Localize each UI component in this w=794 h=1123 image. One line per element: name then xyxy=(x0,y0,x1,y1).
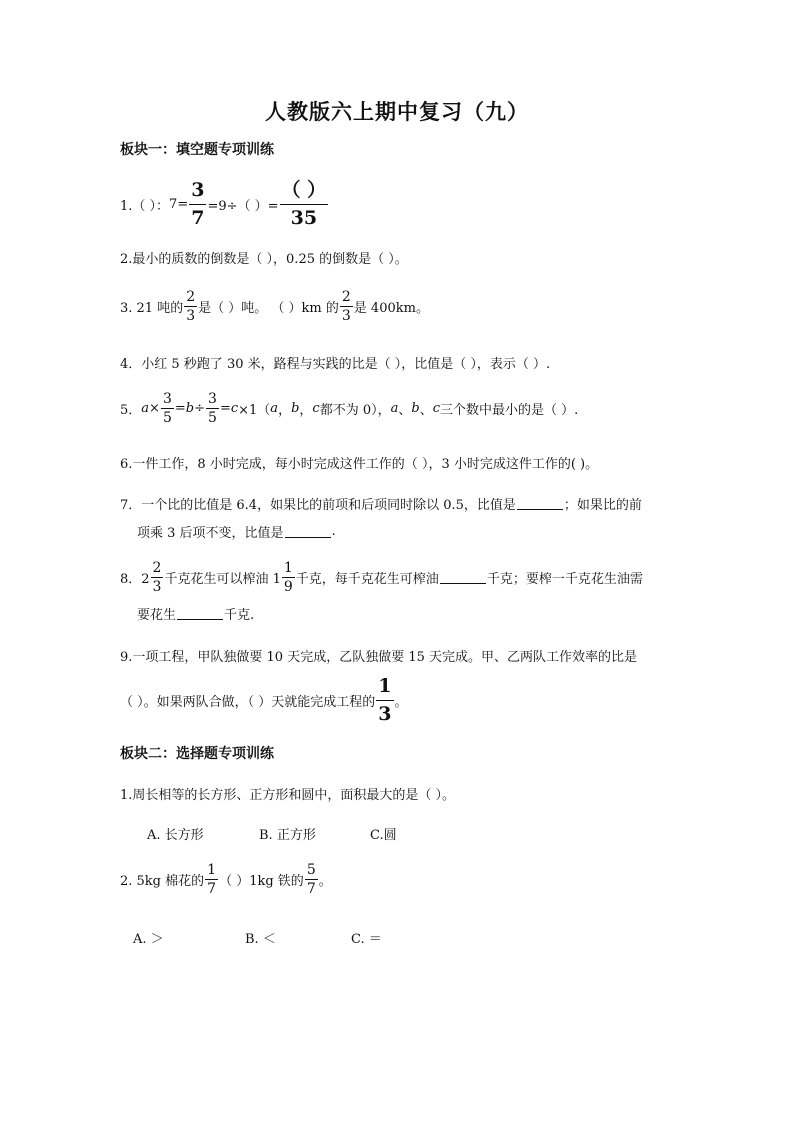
q5-fraction-1 xyxy=(161,392,174,425)
q5-f1-den: 5 xyxy=(162,410,172,426)
question-3 xyxy=(120,290,429,323)
answer-blank[interactable] xyxy=(517,497,563,510)
q3-f1-num: 2 xyxy=(186,289,196,305)
q9-f1-den: 3 xyxy=(378,703,392,725)
c2-text-1: 2. 5kg 棉花的 xyxy=(120,874,205,889)
q8-fraction-2 xyxy=(282,561,295,594)
choice-2-option-a[interactable]: A. ＞ xyxy=(133,932,164,947)
q3-f1-den: 3 xyxy=(186,308,196,324)
q8-text-1: 8．2 xyxy=(120,572,150,587)
question-8-line-2 xyxy=(137,604,254,623)
q5-var-c2: c xyxy=(312,401,320,416)
q5-var-a3: a xyxy=(390,401,399,416)
q5-text-1: 5． xyxy=(120,403,142,418)
c2-fraction-2 xyxy=(305,863,318,896)
q9-fraction xyxy=(376,677,393,724)
page-title: 人教版六上期中复习（九） xyxy=(265,99,529,124)
q7-text-4: . xyxy=(331,524,336,539)
q1-fraction-1 xyxy=(189,181,206,228)
q5-text-10: 、 xyxy=(398,403,412,418)
q7-text-2: ；如果比的前 xyxy=(563,498,642,513)
question-7-line-2 xyxy=(137,522,336,541)
q1-fraction-2 xyxy=(280,181,329,228)
c2-f1-den: 7 xyxy=(207,881,217,897)
question-4: 4．小红 5 秒跑了 30 米，路程与实践的比是（ ），比值是（ ），表示（ ）. xyxy=(120,357,551,372)
q3-text-3: 是 400km。 xyxy=(353,301,429,316)
q8-f2-den: 9 xyxy=(283,579,293,595)
answer-blank[interactable] xyxy=(177,607,223,620)
question-1 xyxy=(120,181,329,228)
question-9-line-1: 9.一项工程，甲队独做要 10 天完成，乙队独做要 15 天完成。甲、乙两队工作效率的比是 xyxy=(120,650,638,665)
q9-text-1: （ ）。如果两队合做，（ ）天就能完成工程的 xyxy=(120,695,376,710)
c2-text-3: 。 xyxy=(318,874,332,889)
q5-text-3: = xyxy=(174,401,186,416)
answer-blank[interactable] xyxy=(440,571,486,584)
section-choice-heading: 板块二：选择题专项训练 xyxy=(120,746,274,762)
q1-text-1: 1.（ ）： xyxy=(120,199,170,214)
question-5 xyxy=(120,392,578,425)
choice-1-option-b[interactable]: B. 正方形 xyxy=(259,828,316,843)
q8-f1-num: 2 xyxy=(152,560,162,576)
q8-text-3: 千克，每千克花生可榨油 xyxy=(295,572,439,587)
q3-fraction-1 xyxy=(184,290,197,323)
question-8-line-1 xyxy=(120,561,643,594)
q5-var-c: c xyxy=(230,401,239,416)
c2-fraction-1 xyxy=(205,863,218,896)
q7-text-1: 7．一个比的比值是 6.4，如果比的前项和后项同时除以 0.5，比值是 xyxy=(120,498,516,513)
q3-f2-den: 3 xyxy=(341,308,351,324)
q5-text-9: 都不为 0）， xyxy=(319,403,391,418)
q5-text-6: ×1（ xyxy=(238,403,271,418)
q8-text-4: 千克；要榨一千克花生油需 xyxy=(486,572,643,587)
q5-f2-num: 3 xyxy=(208,391,217,407)
choice-2-option-c[interactable]: C. ＝ xyxy=(351,932,382,947)
q7-text-3: 项乘 3 后项不变，比值是 xyxy=(137,526,284,541)
section-fill-blank-heading: 板块一：填空题专项训练 xyxy=(120,142,274,158)
q8-f1-den: 3 xyxy=(152,579,162,595)
question-7-line-1 xyxy=(120,494,642,513)
choice-2-option-b[interactable]: B. ＜ xyxy=(245,932,276,947)
q5-var-a: a xyxy=(141,401,150,416)
q5-text-4: ÷ xyxy=(194,401,206,416)
q5-var-b2: b xyxy=(291,401,300,416)
c2-f2-den: 7 xyxy=(306,881,316,897)
q1-f2-den: 35 xyxy=(290,207,318,229)
choice-1-option-a[interactable]: A. 长方形 xyxy=(147,828,204,843)
q5-fraction-2 xyxy=(206,392,219,425)
c2-f1-num: 1 xyxy=(207,862,217,878)
q5-text-8: ， xyxy=(299,403,313,418)
q3-f2-num: 2 xyxy=(341,289,351,305)
question-9-line-2 xyxy=(120,677,408,724)
q8-text-2: 千克花生可以榨油 1 xyxy=(164,572,281,587)
c2-f2-num: 5 xyxy=(306,862,316,878)
q8-text-5: 要花生 xyxy=(137,608,177,623)
q8-text-6: 千克. xyxy=(224,608,255,623)
q5-var-b3: b xyxy=(411,401,420,416)
q3-text-1: 3. 21 吨的 xyxy=(120,301,184,316)
q5-f1-num: 3 xyxy=(162,391,172,407)
choice-1-option-c[interactable]: C.圆 xyxy=(370,828,397,843)
q5-text-12: 三个数中最小的是（ ）. xyxy=(440,403,579,418)
q5-var-c3: c xyxy=(432,401,441,416)
q9-f1-num: 1 xyxy=(376,677,393,701)
q5-text-7: ， xyxy=(278,403,292,418)
q5-var-a2: a xyxy=(270,401,279,416)
q1-text-2: 7= xyxy=(169,197,189,212)
q8-fraction-1 xyxy=(151,561,164,594)
choice-question-2 xyxy=(120,863,332,896)
q3-text-2: 是（ ）吨。 （ ）km 的 xyxy=(198,301,339,316)
question-2: 2.最小的质数的倒数是（ ），0.25 的倒数是（ ）。 xyxy=(120,252,408,267)
q1-f1-den: 7 xyxy=(191,207,205,229)
q8-f2-num: 1 xyxy=(283,560,293,576)
question-6: 6.一件工作，8 小时完成，每小时完成这件工作的（ ），3 小时完成这件工作的( )。 xyxy=(120,457,599,472)
q5-text-5: = xyxy=(219,401,231,416)
q5-var-b: b xyxy=(185,401,195,416)
q1-text-3: =9÷（ ）= xyxy=(207,199,279,214)
q9-text-2: 。 xyxy=(394,695,408,710)
c2-text-2: （ ）1kg 铁的 xyxy=(219,874,304,889)
q3-fraction-2 xyxy=(340,290,353,323)
q5-text-11: 、 xyxy=(419,403,433,418)
choice-question-1: 1.周长相等的长方形、正方形和圆中，面积最大的是（ ）。 xyxy=(120,788,456,803)
q5-f2-den: 5 xyxy=(208,410,217,426)
answer-blank[interactable] xyxy=(285,525,331,538)
q5-text-2: × xyxy=(149,401,160,416)
q1-f2-num: （ ） xyxy=(280,181,329,205)
q1-f1-num: 3 xyxy=(189,181,206,205)
